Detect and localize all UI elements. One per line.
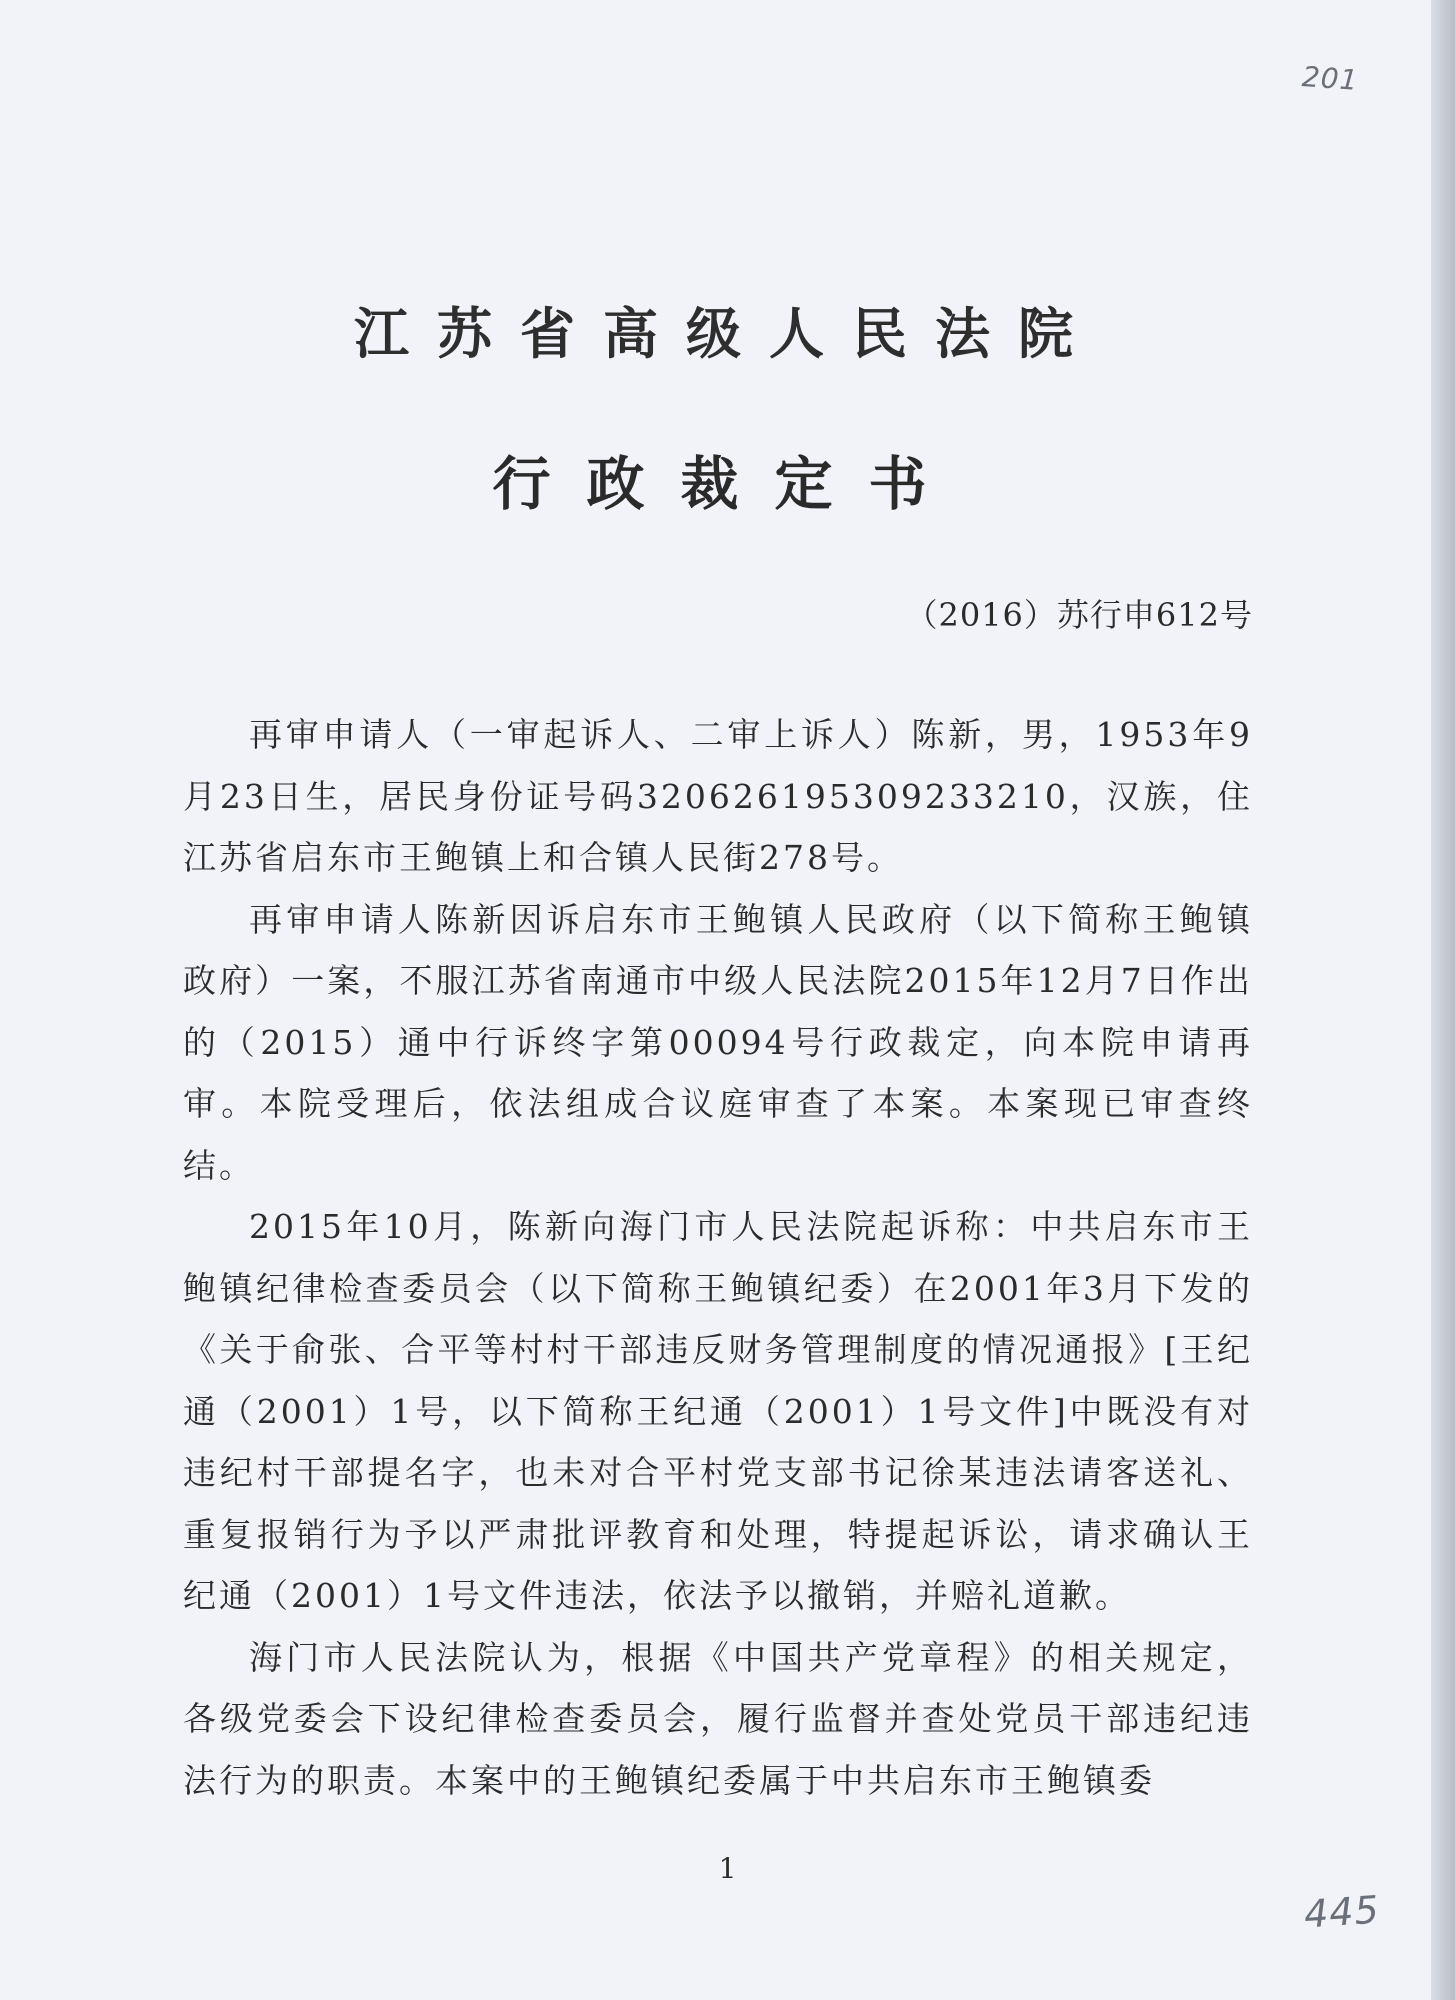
paragraph-lawsuit-claim: 2015年10月，陈新向海门市人民法院起诉称：中共启东市王鲍镇纪律检查委员会（以下简称王鲍镇纪委）在2001年3月下发的《关于俞张、合平等村村干部违反财务管理制度的情况通报》[王纪通（2001）1号，以下简称王纪通（2001）1号文件]中既没有对违纪村干部提名字，也未对合平村党支部书记徐某违法请客送礼、重复报销行为予以严肃批评教育和处理，特提起诉讼，请求确认王纪通（2001）1号文件违法，依法予以撤销，并赔礼道歉。: [183, 1207, 1253, 1615]
handwritten-archive-number: 445: [1302, 1887, 1381, 1937]
paragraph-case-background: 再审申请人陈新因诉启东市王鲍镇人民政府（以下简称王鲍镇政府）一案，不服江苏省南通市中级人民法院2015年12月7日作出的（2015）通中行诉终字第00094号行政裁定，向本院申请再审。本院受理后，依法组成合议庭审查了本案。本案现已审查终结。: [183, 899, 1253, 1185]
handwritten-page-mark: 201: [1300, 60, 1360, 97]
case-number: （2016）苏行申612号: [905, 596, 1253, 634]
paragraph-court-opinion: 海门市人民法院认为，根据《中国共产党章程》的相关规定，各级党委会下设纪律检查委员会，履行监督并查处党员干部违纪违法行为的职责。本案中的王鲍镇纪委属于中共启东市王鲍镇委: [183, 1637, 1253, 1800]
page-number: 1: [718, 1852, 737, 1885]
court-name-heading: 江苏省高级人民法院: [353, 302, 1101, 366]
document-body: [183, 704, 1253, 1811]
document-type-heading: 行政裁定书: [492, 450, 963, 518]
paragraph-applicant-info: 再审申请人（一审起诉人、二审上诉人）陈新，男，1953年9月23日生，居民身份证号码320626195309233210，汉族，住江苏省启东市王鲍镇上和合镇人民街278号。: [183, 715, 1253, 877]
